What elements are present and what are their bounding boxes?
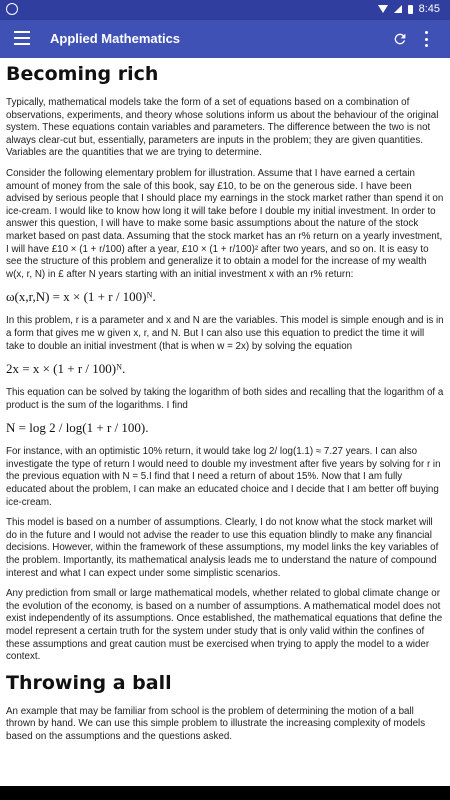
status-time: 8:45 [418, 3, 440, 15]
equation-1: ω(x,r,N) = x × (1 + r / 100)ᴺ. [6, 289, 156, 305]
wifi-icon [378, 5, 388, 13]
section-title-becoming-rich: Becoming rich [6, 63, 159, 85]
paragraph-2: Consider the following elementary problem for illustration. Assume that I have earned a certain amount of money from the sale of this book, say £10, to be on the generous side. I have been advised by serious people that I should place my earnings in the stock market rather than spend it on ice-cream. I would like to know how long it will take before I double my initial investment. In order to answer this question, I will have to make some basic assumptions about the nature of the stock market based on past data. Assuming that the stock market has an r% return on a yearly investment, I will have £10 × (1 + r/100) after a year, £10 × (1 + r/100)² after two years, and so on. It is easy to see the structure of this problem and generalize it to obtain a model for the increase of my wealth w(x, r, N) in £ after N years starting with an initial investment x with an r% return: [6, 167, 444, 280]
battery-icon [408, 5, 413, 14]
status-icons [378, 3, 440, 15]
system-nav-bar [0, 786, 450, 800]
section-title-throwing-a-ball: Throwing a ball [6, 671, 172, 694]
paragraph-4: This equation can be solved by taking the logarithm of both sides and recalling that the logarithm of a product is the sum of the logarithms. I find [6, 387, 444, 411]
paragraph-8: An example that may be familiar from school is the problem of determining the motion of a ball thrown by hand. We can use this simple problem to illustrate the increasing complexity of models based on the assumptions and the questions asked. [6, 705, 426, 742]
app-title: Applied Mathematics [50, 31, 181, 46]
equation-2: 2x = x × (1 + r / 100)ᴺ. [6, 361, 126, 377]
more-vert-icon[interactable] [418, 31, 434, 47]
signal-icon [394, 5, 402, 13]
article [0, 63, 450, 744]
menu-icon[interactable] [14, 31, 30, 45]
paragraph-6: This model is based on a number of assumptions. Clearly, I do not know what the stock market will do in the future and I would not advise the reader to use this equation blindly to make any financial decisions. However, within the framework of these assumptions, my model links the key variables of the problem. Importantly, its mathematical analysis leads me to understand the nature of compound interest and what I can expect under some simplistic scenarios. [6, 517, 439, 579]
refresh-icon[interactable] [392, 31, 408, 47]
equation-3: N = log 2 / log(1 + r / 100). [6, 420, 149, 436]
notification-ring-icon [6, 3, 18, 15]
article-view[interactable] [0, 58, 450, 786]
paragraph-5: For instance, with an optimistic 10% return, it would take log 2/ log(1.1) ≈ 7.27 years. I can also investigate the type of return I would need to double my investment after five years by solving for r in the previous equation with N = 5.I find that I need a return of about 15%. Now that I am fully educated about the problem, I can make an educated choice and I decide that I am better off buying ice-cream. [6, 446, 441, 508]
paragraph-1: Typically, mathematical models take the form of a set of equations based on a combination of observations, experiments, and theory whose solutions inform us about the behaviour of the original system. These equations contain variables and parameters. The difference between the two is not always clear-cut but, essentially, parameters are inputs in the problem; they are given quantities. Variables are the quantities that we are trying to determine. [6, 97, 439, 159]
status-bar [0, 0, 450, 20]
app-bar [0, 20, 450, 58]
paragraph-7: Any prediction from small or large mathematical models, whether related to global climate change or the evolution of the economy, is based on a number of assumptions. A mathematical model does not exist independently of its assumptions. Once established, the mathematical equations that define the model represent a certain truth for the system under study that is only valid within the confines of these assumptions and great caution must be exercised when trying to apply the model to a wider context. [6, 588, 443, 663]
paragraph-3: In this problem, r is a parameter and x and N are the variables. This model is simple enough and is in a form that gives me w given x, r, and N. But I can also use this equation to predict the time it will take to double an initial investment (that is when w = 2x) by solving the equation [6, 315, 444, 352]
